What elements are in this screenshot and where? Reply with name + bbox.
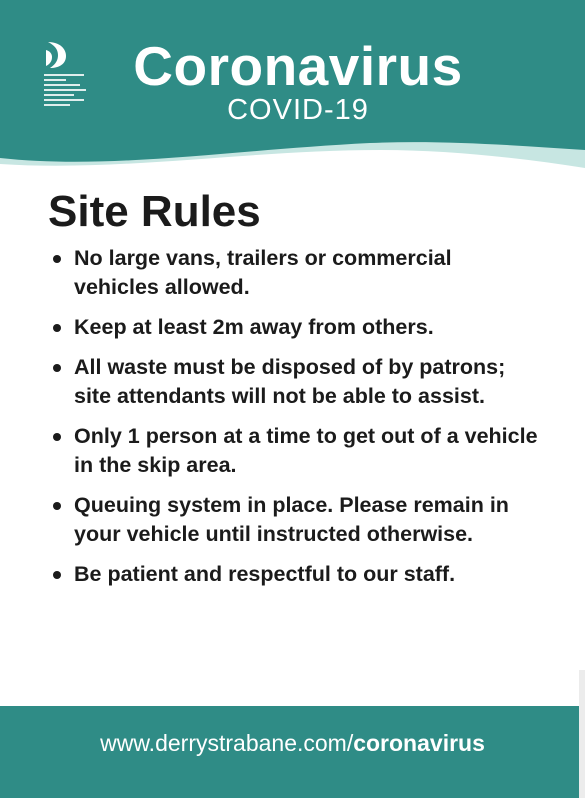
footer-banner <box>0 706 585 798</box>
council-logo-text-lines <box>44 74 92 109</box>
header-banner <box>0 0 585 175</box>
rule-item <box>50 353 540 411</box>
bullet-icon <box>53 571 61 579</box>
rule-text: All waste must be disposed of by patrons; site attendants will not be able to assist. <box>74 355 506 408</box>
council-logo <box>44 40 92 116</box>
edge-strip <box>579 670 585 798</box>
site-rules-heading: Site Rules <box>48 187 261 236</box>
council-logo-icon <box>44 40 70 70</box>
rule-text: Only 1 person at a time to get out of a vehicle in the skip area. <box>74 424 538 477</box>
rule-item <box>50 491 540 549</box>
rule-text: Keep at least 2m away from others. <box>74 315 434 339</box>
bullet-icon <box>53 324 61 332</box>
rule-item <box>50 313 540 342</box>
rule-item <box>50 422 540 480</box>
page-subtitle: COVID-19 <box>227 94 369 126</box>
rule-item <box>50 560 540 589</box>
rule-text: Be patient and respectful to our staff. <box>74 562 456 586</box>
rules-list <box>50 244 540 600</box>
bullet-icon <box>53 433 61 441</box>
footer-website-link[interactable] <box>0 728 585 758</box>
bullet-icon <box>53 502 61 510</box>
bullet-icon <box>53 364 61 372</box>
rule-text: No large vans, trailers or commercial vehicles allowed. <box>74 246 452 299</box>
footer-url-prefix: www.derrystrabane.com/ <box>100 730 354 756</box>
rule-text: Queuing system in place. Please remain in your vehicle until instructed otherwise. <box>74 493 509 546</box>
rule-item <box>50 244 540 302</box>
page-title: Coronavirus <box>133 35 463 97</box>
bullet-icon <box>53 255 61 263</box>
footer-url-suffix: coronavirus <box>353 730 485 756</box>
